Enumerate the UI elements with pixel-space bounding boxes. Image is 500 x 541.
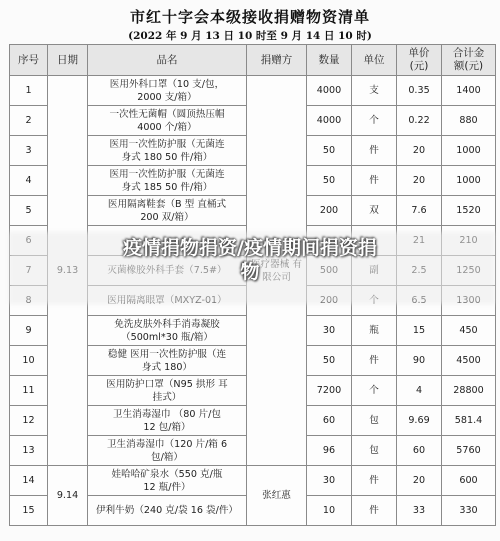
- cell-item-name: 一次性无菌帽（圆顶热压帽 4000 个/箱）: [88, 106, 247, 136]
- cell-item-name: 卫生消毒湿巾（120 片/箱 6 包/箱）: [88, 436, 247, 466]
- cell-quantity: 4000: [307, 106, 352, 136]
- cell-item-name: 免洗皮肤外科手消毒凝胶 （500ml*30 瓶/箱）: [88, 316, 247, 346]
- cell-index: 1: [10, 76, 48, 106]
- cell-total: 5760: [442, 436, 496, 466]
- header-unit-price: 单价 (元): [397, 45, 442, 76]
- cell-index: 10: [10, 346, 48, 376]
- cell-total: 28800: [442, 376, 496, 406]
- cell-unit-price: 7.6: [397, 196, 442, 226]
- cell-quantity: 4000: [307, 76, 352, 106]
- cell-unit: 双: [352, 196, 397, 226]
- cell-quantity: 7200: [307, 376, 352, 406]
- cell-index: 5: [10, 196, 48, 226]
- cell-unit-price: 4: [397, 376, 442, 406]
- cell-quantity: 50: [307, 166, 352, 196]
- document-subtitle: (2022 年 9 月 13 日 10 时至 9 月 14 日 10 时): [128, 30, 372, 42]
- cell-unit: 件: [352, 496, 397, 526]
- cell-total: 581.4: [442, 406, 496, 436]
- header-item-name: 品名: [88, 45, 247, 76]
- cell-quantity: 30: [307, 316, 352, 346]
- cell-unit: 支: [352, 76, 397, 106]
- header-total: 合计金 额(元): [442, 45, 496, 76]
- cell-item-name: 医用外科口罩（10 支/包， 2000 支/箱）: [88, 76, 247, 106]
- cell-total: 330: [442, 496, 496, 526]
- cell-unit-price: 20: [397, 466, 442, 496]
- cell-item-name: 医用隔离鞋套（B 型 直桶式 200 双/箱）: [88, 196, 247, 226]
- header-date: 日期: [48, 45, 88, 76]
- cell-index: 4: [10, 166, 48, 196]
- cell-quantity: 10: [307, 496, 352, 526]
- cell-quantity: 96: [307, 436, 352, 466]
- cell-unit: 件: [352, 346, 397, 376]
- cell-unit: 件: [352, 136, 397, 166]
- cell-total: 1000: [442, 166, 496, 196]
- table-row: [10, 76, 496, 106]
- cell-index: 11: [10, 376, 48, 406]
- cell-index: 12: [10, 406, 48, 436]
- watermark-overlay: 疫情捐物捐资/疫情期间捐资捐 物: [123, 237, 377, 283]
- cell-unit-price: 0.35: [397, 76, 442, 106]
- cell-item-name: 娃哈哈矿泉水（550 克/瓶 12 瓶/件）: [88, 466, 247, 496]
- cell-index: 15: [10, 496, 48, 526]
- cell-unit-price: 0.22: [397, 106, 442, 136]
- table-header-row: [10, 45, 496, 76]
- cell-total: 1520: [442, 196, 496, 226]
- cell-index: 9: [10, 316, 48, 346]
- cell-index: 13: [10, 436, 48, 466]
- cell-quantity: 200: [307, 196, 352, 226]
- cell-total: 1000: [442, 136, 496, 166]
- cell-total: 1400: [442, 76, 496, 106]
- cell-unit: 件: [352, 166, 397, 196]
- cell-item-name: 稳健 医用一次性防护服（连 身式 180）: [88, 346, 247, 376]
- cell-item-name: 卫生消毒湿巾 （80 片/包 12 包/箱）: [88, 406, 247, 436]
- cell-item-name: 医用防护口罩（N95 拱形 耳 挂式）: [88, 376, 247, 406]
- cell-quantity: 30: [307, 466, 352, 496]
- cell-unit-price: 15: [397, 316, 442, 346]
- cell-index: 3: [10, 136, 48, 166]
- cell-quantity: 50: [307, 136, 352, 166]
- cell-item-name: 医用一次性防护服（无菌连 身式 180 50 件/箱）: [88, 136, 247, 166]
- cell-unit-price: 60: [397, 436, 442, 466]
- cell-unit-price: 20: [397, 166, 442, 196]
- cell-unit: 瓶: [352, 316, 397, 346]
- cell-date: 9.14: [48, 466, 88, 526]
- cell-unit-price: 33: [397, 496, 442, 526]
- cell-unit: 包: [352, 436, 397, 466]
- cell-unit: 个: [352, 106, 397, 136]
- cell-unit: 件: [352, 466, 397, 496]
- cell-unit-price: 20: [397, 136, 442, 166]
- cell-unit: 个: [352, 376, 397, 406]
- cell-index: 14: [10, 466, 48, 496]
- header-donor: 捐赠方: [247, 45, 307, 76]
- cell-index: 2: [10, 106, 48, 136]
- cell-total: 600: [442, 466, 496, 496]
- cell-quantity: 50: [307, 346, 352, 376]
- cell-item-name: 伊利牛奶（240 克/袋 16 袋/件）: [88, 496, 247, 526]
- table-row: [10, 466, 496, 496]
- cell-unit-price: 90: [397, 346, 442, 376]
- document-title: 市红十字会本级接收捐赠物资清单: [129, 8, 370, 26]
- cell-donor: 张红惠: [247, 466, 307, 526]
- cell-total: 4500: [442, 346, 496, 376]
- cell-total: 450: [442, 316, 496, 346]
- cell-quantity: 60: [307, 406, 352, 436]
- header-unit: 单位: [352, 45, 397, 76]
- cell-total: 880: [442, 106, 496, 136]
- header-quantity: 数量: [307, 45, 352, 76]
- cell-unit: 包: [352, 406, 397, 436]
- cell-unit-price: 9.69: [397, 406, 442, 436]
- cell-item-name: 医用一次性防护服（无菌连 身式 185 50 件/箱）: [88, 166, 247, 196]
- header-index: 序号: [10, 45, 48, 76]
